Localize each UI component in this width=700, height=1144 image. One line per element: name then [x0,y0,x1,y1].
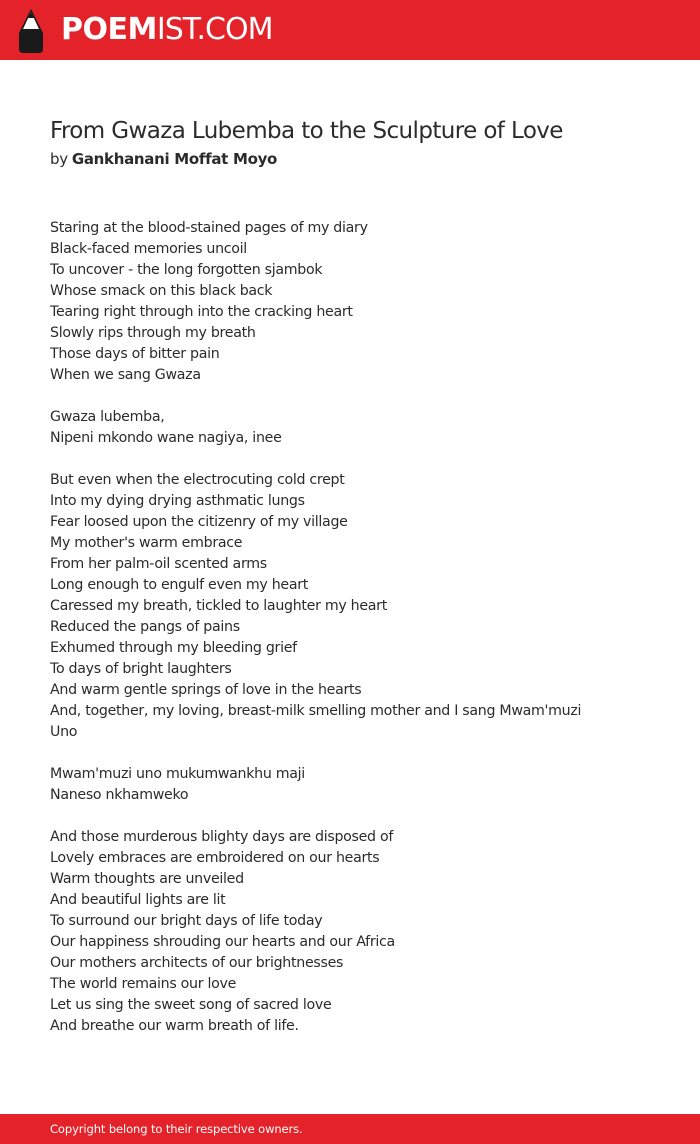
poem-line: Our mothers architects of our brightnesses [50,955,344,971]
byline [50,148,277,170]
poem-line: To uncover - the long forgotten sjambok [50,262,323,278]
logo-bold-text: POEM [61,12,157,47]
poem-line: Reduced the pangs of pains [50,619,240,635]
poem-line: The world remains our love [50,976,237,992]
poem-line: To surround our bright days of life today [50,913,323,929]
poem-line: To days of bright laughters [50,661,232,677]
poem-line: Nipeni mkondo wane nagiya, inee [50,430,282,446]
poem-line: And those murderous blighty days are disposed of [50,829,394,845]
poem-line: From her palm-oil scented arms [50,556,267,572]
poem-line: Mwam'muzi uno mukumwankhu maji [50,766,305,782]
poem-line: Warm thoughts are unveiled [50,871,244,887]
poem-line: Long enough to engulf even my heart [50,577,309,593]
poem-line: Naneso nkhamweko [50,787,189,803]
poem-line: And warm gentle springs of love in the hearts [50,682,362,698]
poem-stanza [50,827,670,1037]
poem-line: Fear loosed upon the citizenry of my village [50,514,348,530]
poem-line: Black-faced memories uncoil [50,241,247,257]
poem-stanza [50,218,670,386]
copyright-text: Copyright belong to their respective owners. [50,1122,303,1136]
poem-line: When we sang Gwaza [50,367,201,383]
site-logo[interactable] [61,12,272,48]
poem-line: Uno [50,724,78,740]
pencil-tip-icon[interactable] [18,9,44,53]
poem-line: Tearing right through into the cracking heart [50,304,353,320]
poem-line: My mother's warm embrace [50,535,243,551]
poem-line: And breathe our warm breath of life. [50,1018,299,1034]
poem-line: Gwaza lubemba, [50,409,165,425]
poem-line: Caressed my breath, tickled to laughter my heart [50,598,387,614]
poem-line: Exhumed through my bleeding grief [50,640,297,656]
poem-line: Slowly rips through my breath [50,325,256,341]
poem-title: From Gwaza Lubemba to the Sculpture of Love [50,118,563,144]
poem-stanza [50,764,670,806]
site-footer [0,1114,700,1144]
poem-line: Let us sing the sweet song of sacred love [50,997,332,1013]
poem-line: Our happiness shrouding our hearts and our Africa [50,934,395,950]
poem-stanza [50,407,670,449]
poem-line: Whose smack on this black back [50,283,273,299]
poem-line: Staring at the blood-stained pages of my diary [50,220,368,236]
poem-line: Into my dying drying asthmatic lungs [50,493,305,509]
poem-line: Those days of bitter pain [50,346,220,362]
author-name[interactable]: Gankhanani Moffat Moyo [71,150,278,168]
site-header [0,0,700,60]
poem-stanza [50,470,670,743]
poem-line: And beautiful lights are lit [50,892,226,908]
poem-line: But even when the electrocuting cold crept [50,472,345,488]
poem-line: Lovely embraces are embroidered on our hearts [50,850,380,866]
by-label: by [50,150,68,168]
logo-light-text: IST.COM [156,12,273,47]
poem-body [50,218,670,1058]
poem-line: And, together, my loving, breast-milk smelling mother and I sang Mwam'muzi [50,703,582,719]
